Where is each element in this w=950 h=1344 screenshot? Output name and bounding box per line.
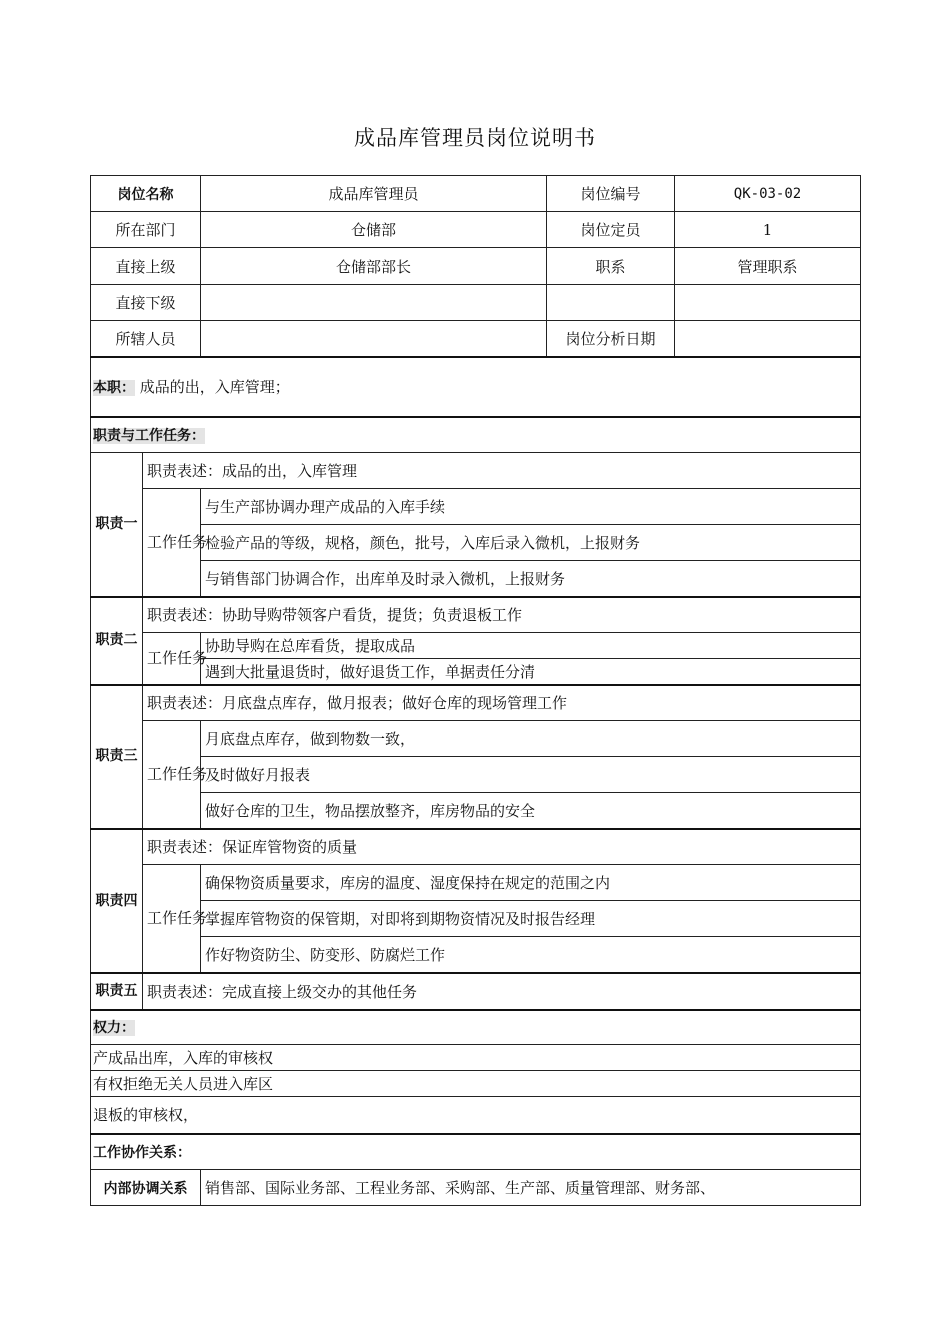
duties-heading: 职责与工作任务：	[93, 427, 205, 444]
authority-item-2: 有权拒绝无关人员进入库区	[91, 1071, 861, 1097]
duty-3-desc: 职责表述：月底盘点库存，做月报表；做好仓库的现场管理工作	[143, 685, 861, 721]
duty-4-desc: 职责表述：保证库管物资的质量	[143, 829, 861, 865]
duty-4-desc-row	[91, 829, 861, 865]
authority-row	[91, 1071, 861, 1097]
duty-4-task-2: 掌握库管物资的保管期，对即将到期物资情况及时报告经理	[201, 901, 861, 937]
position-no-label: 岗位编号	[547, 176, 675, 212]
duty-3-task-label: 工作任务	[143, 721, 201, 829]
internal-coordination-label: 内部协调关系	[91, 1170, 201, 1206]
duty-1-desc: 职责表述：成品的出，入库管理	[143, 453, 861, 489]
duty-4-task-row	[91, 901, 861, 937]
duty-4-task-label: 工作任务	[143, 865, 201, 973]
duty-2-label: 职责二	[91, 597, 143, 685]
authority-row	[91, 1097, 861, 1134]
duty-3-label: 职责三	[91, 685, 143, 829]
duty-1-label: 职责一	[91, 453, 143, 597]
duty-2-task-row	[91, 633, 861, 659]
dept-label: 所在部门	[91, 212, 201, 248]
duty-1-task-2: 检验产品的等级，规格，颜色，批号，入库后录入微机，上报财务	[201, 525, 861, 561]
duty-5-desc: 职责表述：完成直接上级交办的其他任务	[143, 973, 861, 1010]
superior-label: 直接上级	[91, 248, 201, 285]
duty-1-desc-row	[91, 453, 861, 489]
duty-5-row	[91, 973, 861, 1010]
authority-heading: 权力：	[93, 1020, 135, 1037]
subordinate-label: 直接下级	[91, 285, 201, 321]
duty-1-task-label: 工作任务	[143, 489, 201, 597]
row-duties-heading	[91, 417, 861, 453]
duty-4-task-row	[91, 937, 861, 973]
page-title: 成品库管理员岗位说明书	[354, 126, 596, 150]
row-duty-summary	[91, 357, 861, 417]
duty-3-task-row	[91, 793, 861, 829]
duty-2-task-1: 协助导购在总库看货，提取成品	[201, 633, 861, 659]
duty-1-task-3: 与销售部门协调合作，出库单及时录入微机，上报财务	[201, 561, 861, 597]
internal-coordination-value: 销售部、国际业务部、工程业务部、采购部、生产部、质量管理部、财务部、	[201, 1170, 861, 1206]
duty-5-label: 职责五	[91, 973, 143, 1010]
headcount-value: 1	[675, 212, 861, 248]
headcount-label: 岗位定员	[547, 212, 675, 248]
duty-3-desc-row	[91, 685, 861, 721]
position-name-label: 岗位名称	[91, 176, 201, 212]
duty-3-task-row	[91, 757, 861, 793]
dept-value: 仓储部	[201, 212, 547, 248]
row-dept	[91, 212, 861, 248]
duty-2-desc-row	[91, 597, 861, 633]
duty-2-task-label: 工作任务	[143, 633, 201, 685]
duty-4-task-row	[91, 865, 861, 901]
row-internal-coordination	[91, 1170, 861, 1206]
duty-2-task-2: 遇到大批量退货时，做好退货工作，单据责任分清	[201, 659, 861, 685]
cooperation-heading: 工作协作关系：	[93, 1144, 191, 1161]
duty-3-task-row	[91, 721, 861, 757]
authority-row	[91, 1045, 861, 1071]
superior-value: 仓储部部长	[201, 248, 547, 285]
authority-item-1: 产成品出库，入库的审核权	[91, 1045, 861, 1071]
job-description-table	[90, 175, 861, 1206]
subordinate-value	[201, 285, 547, 321]
duty-1-task-row	[91, 489, 861, 525]
row-subordinate	[91, 285, 861, 321]
row-authority-heading	[91, 1010, 861, 1045]
analysis-date-label: 岗位分析日期	[547, 321, 675, 357]
row-staff	[91, 321, 861, 357]
duty-summary-text: 成品的出，入库管理；	[139, 378, 290, 396]
authority-item-3: 退板的审核权，	[91, 1097, 861, 1134]
duty-3-task-3: 做好仓库的卫生，物品摆放整齐，库房物品的安全	[201, 793, 861, 829]
position-no-value: QK-03-02	[675, 176, 861, 212]
duty-4-task-3: 作好物资防尘、防变形、防腐烂工作	[201, 937, 861, 973]
series-value: 管理职系	[675, 248, 861, 285]
row-superior	[91, 248, 861, 285]
duty-4-task-1: 确保物资质量要求，库房的温度、湿度保持在规定的范围之内	[201, 865, 861, 901]
duty-1-task-1: 与生产部协调办理产成品的入库手续	[201, 489, 861, 525]
duty-3-task-1: 月底盘点库存，做到物数一致，	[201, 721, 861, 757]
duty-1-task-row	[91, 561, 861, 597]
duty-2-desc: 职责表述：协助导购带领客户看货，提货；负责退板工作	[143, 597, 861, 633]
series-label: 职系	[547, 248, 675, 285]
duty-2-task-row	[91, 659, 861, 685]
row-position-name	[91, 176, 861, 212]
duty-4-label: 职责四	[91, 829, 143, 973]
duty-3-task-2: 及时做好月报表	[201, 757, 861, 793]
staff-label: 所辖人员	[91, 321, 201, 357]
duty-1-task-row	[91, 525, 861, 561]
staff-value	[201, 321, 547, 357]
duty-summary-label: 本职：	[93, 380, 135, 396]
row-cooperation-heading	[91, 1134, 861, 1170]
analysis-date-value	[675, 321, 861, 357]
position-name-value: 成品库管理员	[201, 176, 547, 212]
